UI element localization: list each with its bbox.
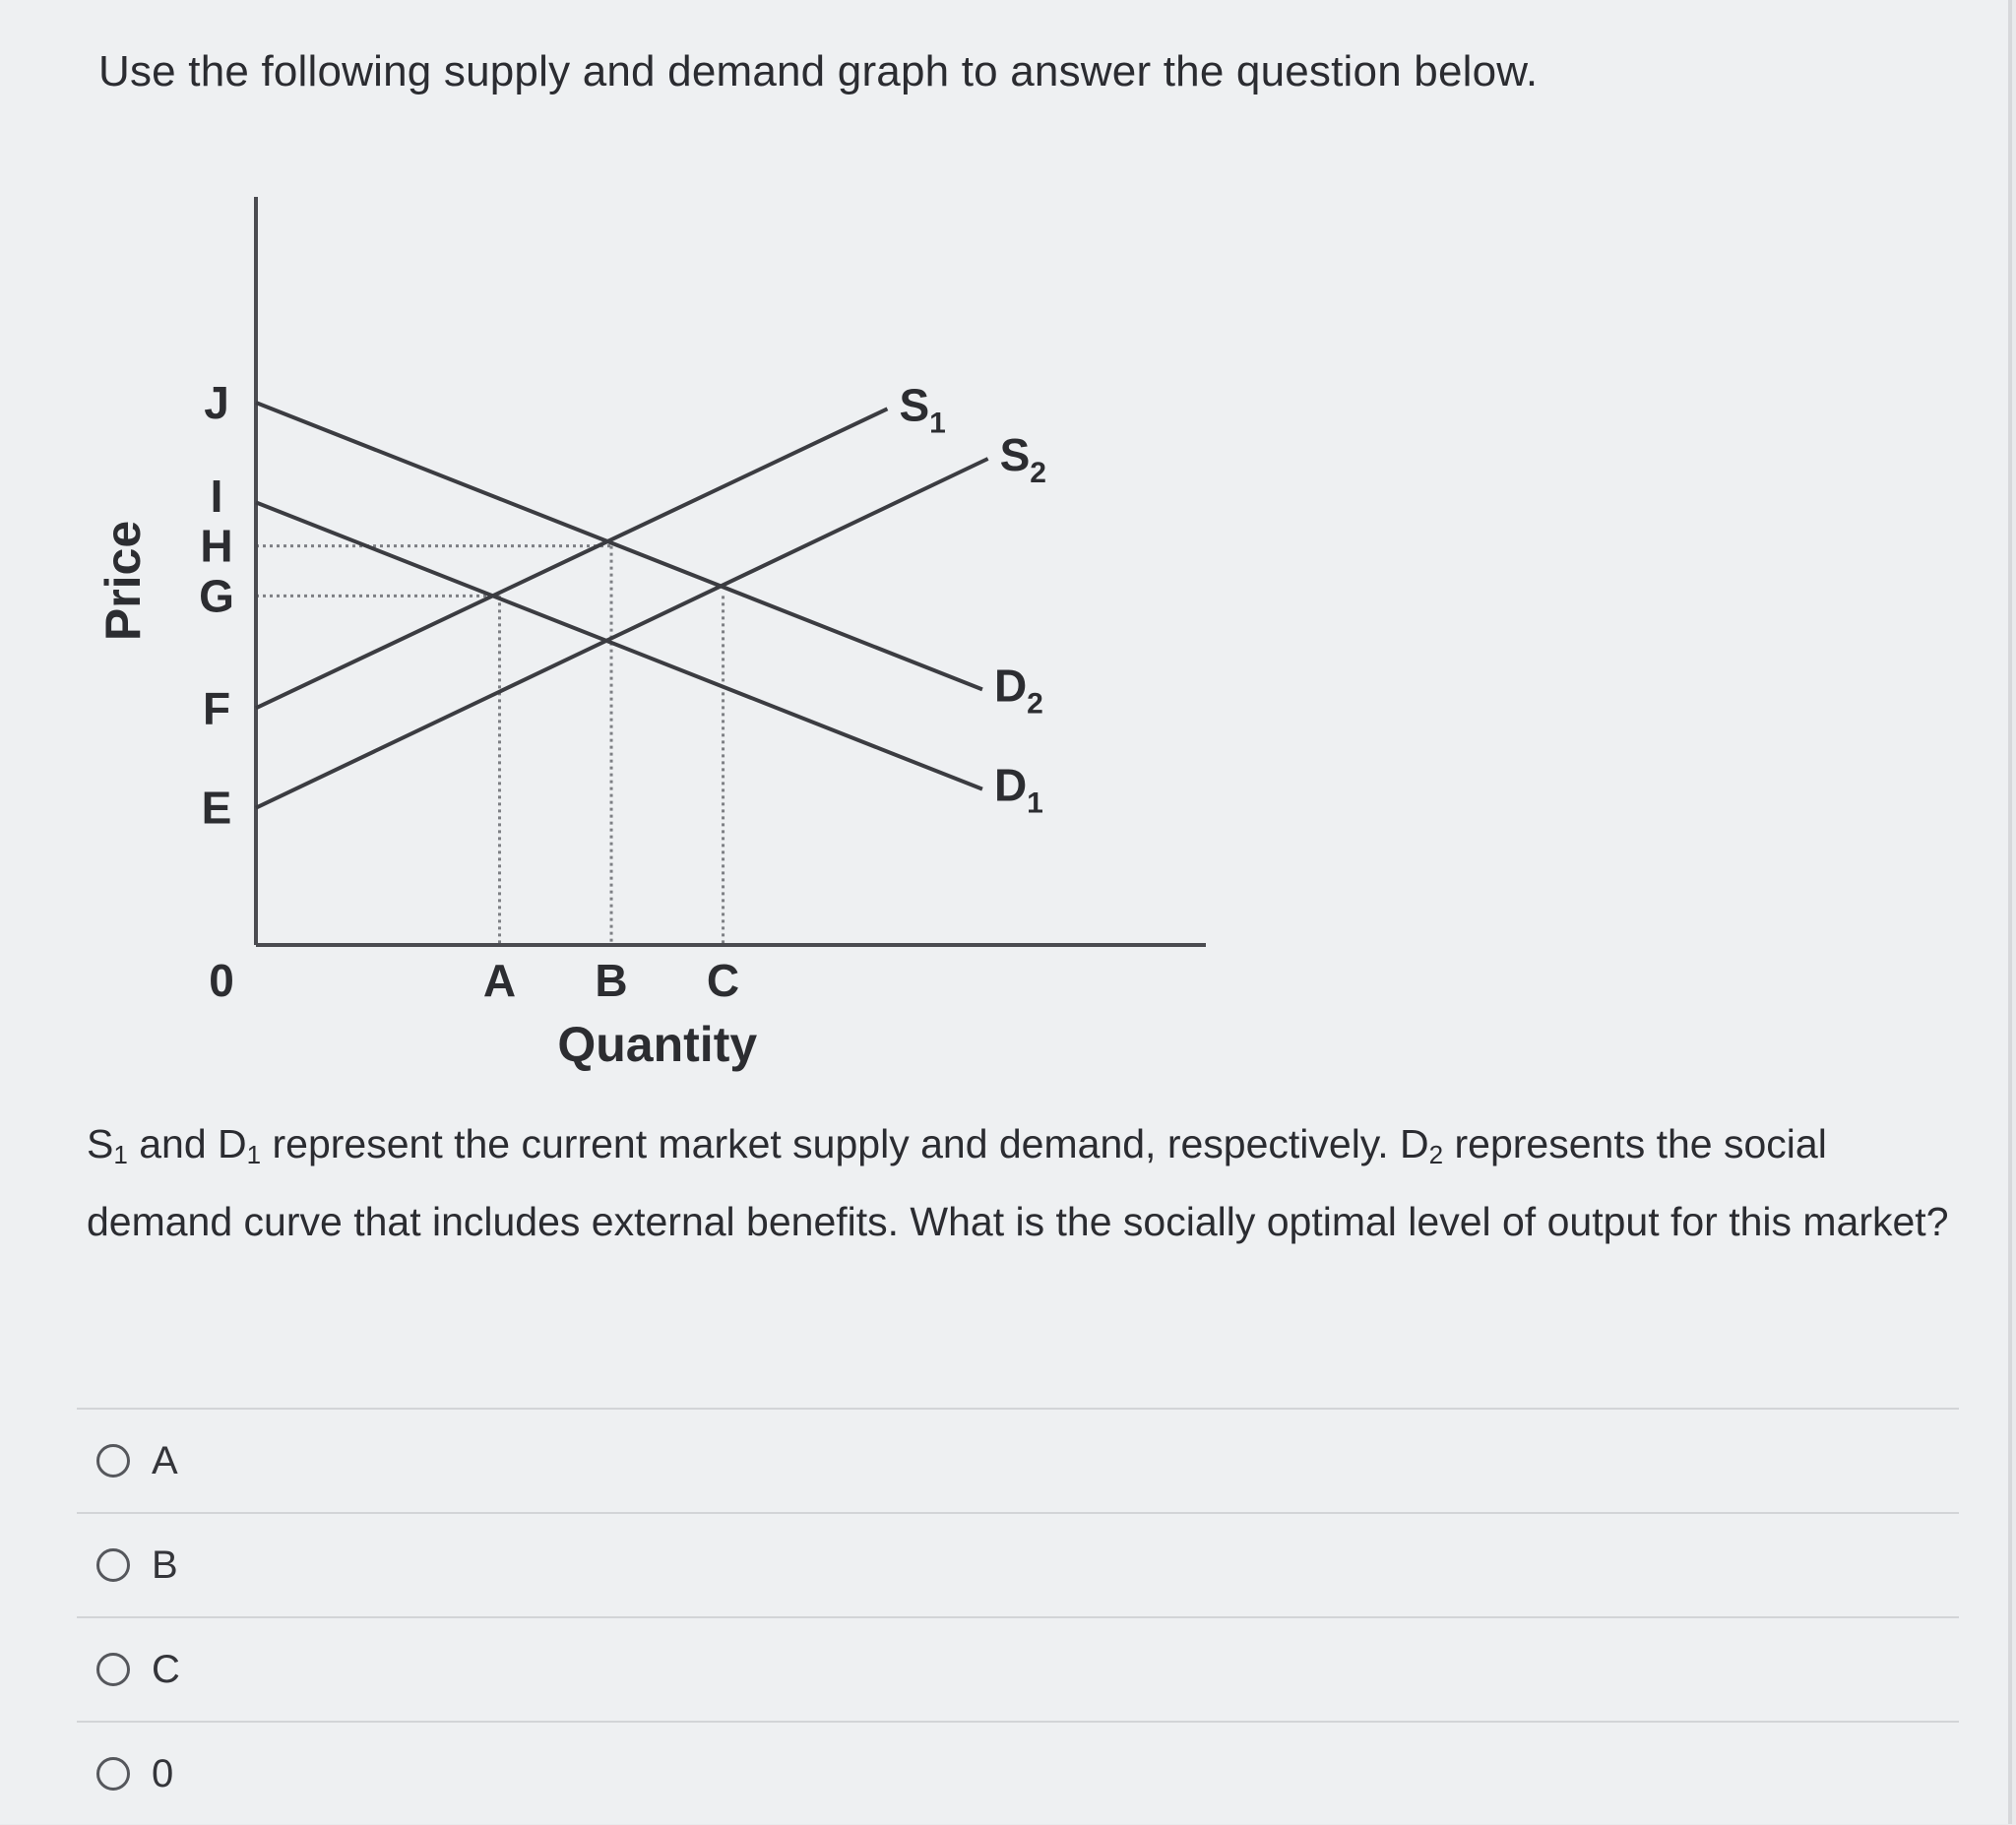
x-tick-0: 0 (209, 955, 234, 1006)
choice-label: B (152, 1542, 178, 1587)
choice-0[interactable] (77, 1723, 1959, 1825)
d1-subscript: 1 (246, 1140, 262, 1169)
radio-button-icon[interactable] (96, 1444, 130, 1478)
chart-svg (89, 143, 1270, 1088)
y-tick-f: F (202, 682, 231, 734)
radio-button-icon[interactable] (96, 1757, 130, 1791)
x-tick-c: C (706, 955, 740, 1006)
s1-symbol: S (87, 1121, 114, 1166)
curve-label-d1: $D_1$ (993, 759, 1043, 820)
question-part-2: represent the current market supply and demand, respectively. (261, 1121, 1401, 1166)
y-tick-j: J (204, 377, 229, 428)
y-tick-g: G (199, 570, 234, 622)
curve-label-s2: $S_2$ (999, 429, 1046, 489)
y-tick-h: H (200, 520, 233, 572)
choice-label: A (152, 1438, 178, 1482)
curve-s2 (256, 459, 988, 808)
choice-a[interactable] (77, 1410, 1959, 1512)
curve-s1 (256, 409, 887, 708)
choice-c[interactable] (77, 1618, 1959, 1721)
x-tick-b: B (595, 955, 628, 1006)
y-axis-title: Price (95, 520, 151, 642)
d2-subscript: 2 (1428, 1140, 1444, 1169)
radio-button-icon[interactable] (96, 1548, 130, 1582)
y-tick-i: I (210, 471, 223, 522)
s1-subscript: 1 (113, 1140, 128, 1169)
x-axis-title: Quantity (557, 1017, 758, 1072)
prompt-text: Use the following supply and demand graph to answer the question below. (98, 47, 1539, 95)
choice-label: 0 (152, 1751, 174, 1795)
question-part-3: represents the social demand curve that includes external benefits. What is the socially optimal level of output for this market? (87, 1121, 1949, 1244)
question-text (87, 1110, 1957, 1255)
curve-label-d2: $D_2$ (993, 660, 1043, 721)
question-part-1: and (127, 1121, 219, 1166)
radio-button-icon[interactable] (96, 1653, 130, 1686)
supply-demand-graph (89, 143, 1270, 1088)
curve-label-s1: $S_1$ (899, 379, 946, 440)
answer-choices (77, 1408, 1959, 1825)
choice-label: C (152, 1647, 180, 1691)
d1-symbol: D (218, 1121, 247, 1166)
x-tick-a: A (482, 955, 517, 1006)
y-tick-e: E (201, 782, 232, 834)
d2-symbol: D (1400, 1121, 1429, 1166)
choice-b[interactable] (77, 1514, 1959, 1616)
